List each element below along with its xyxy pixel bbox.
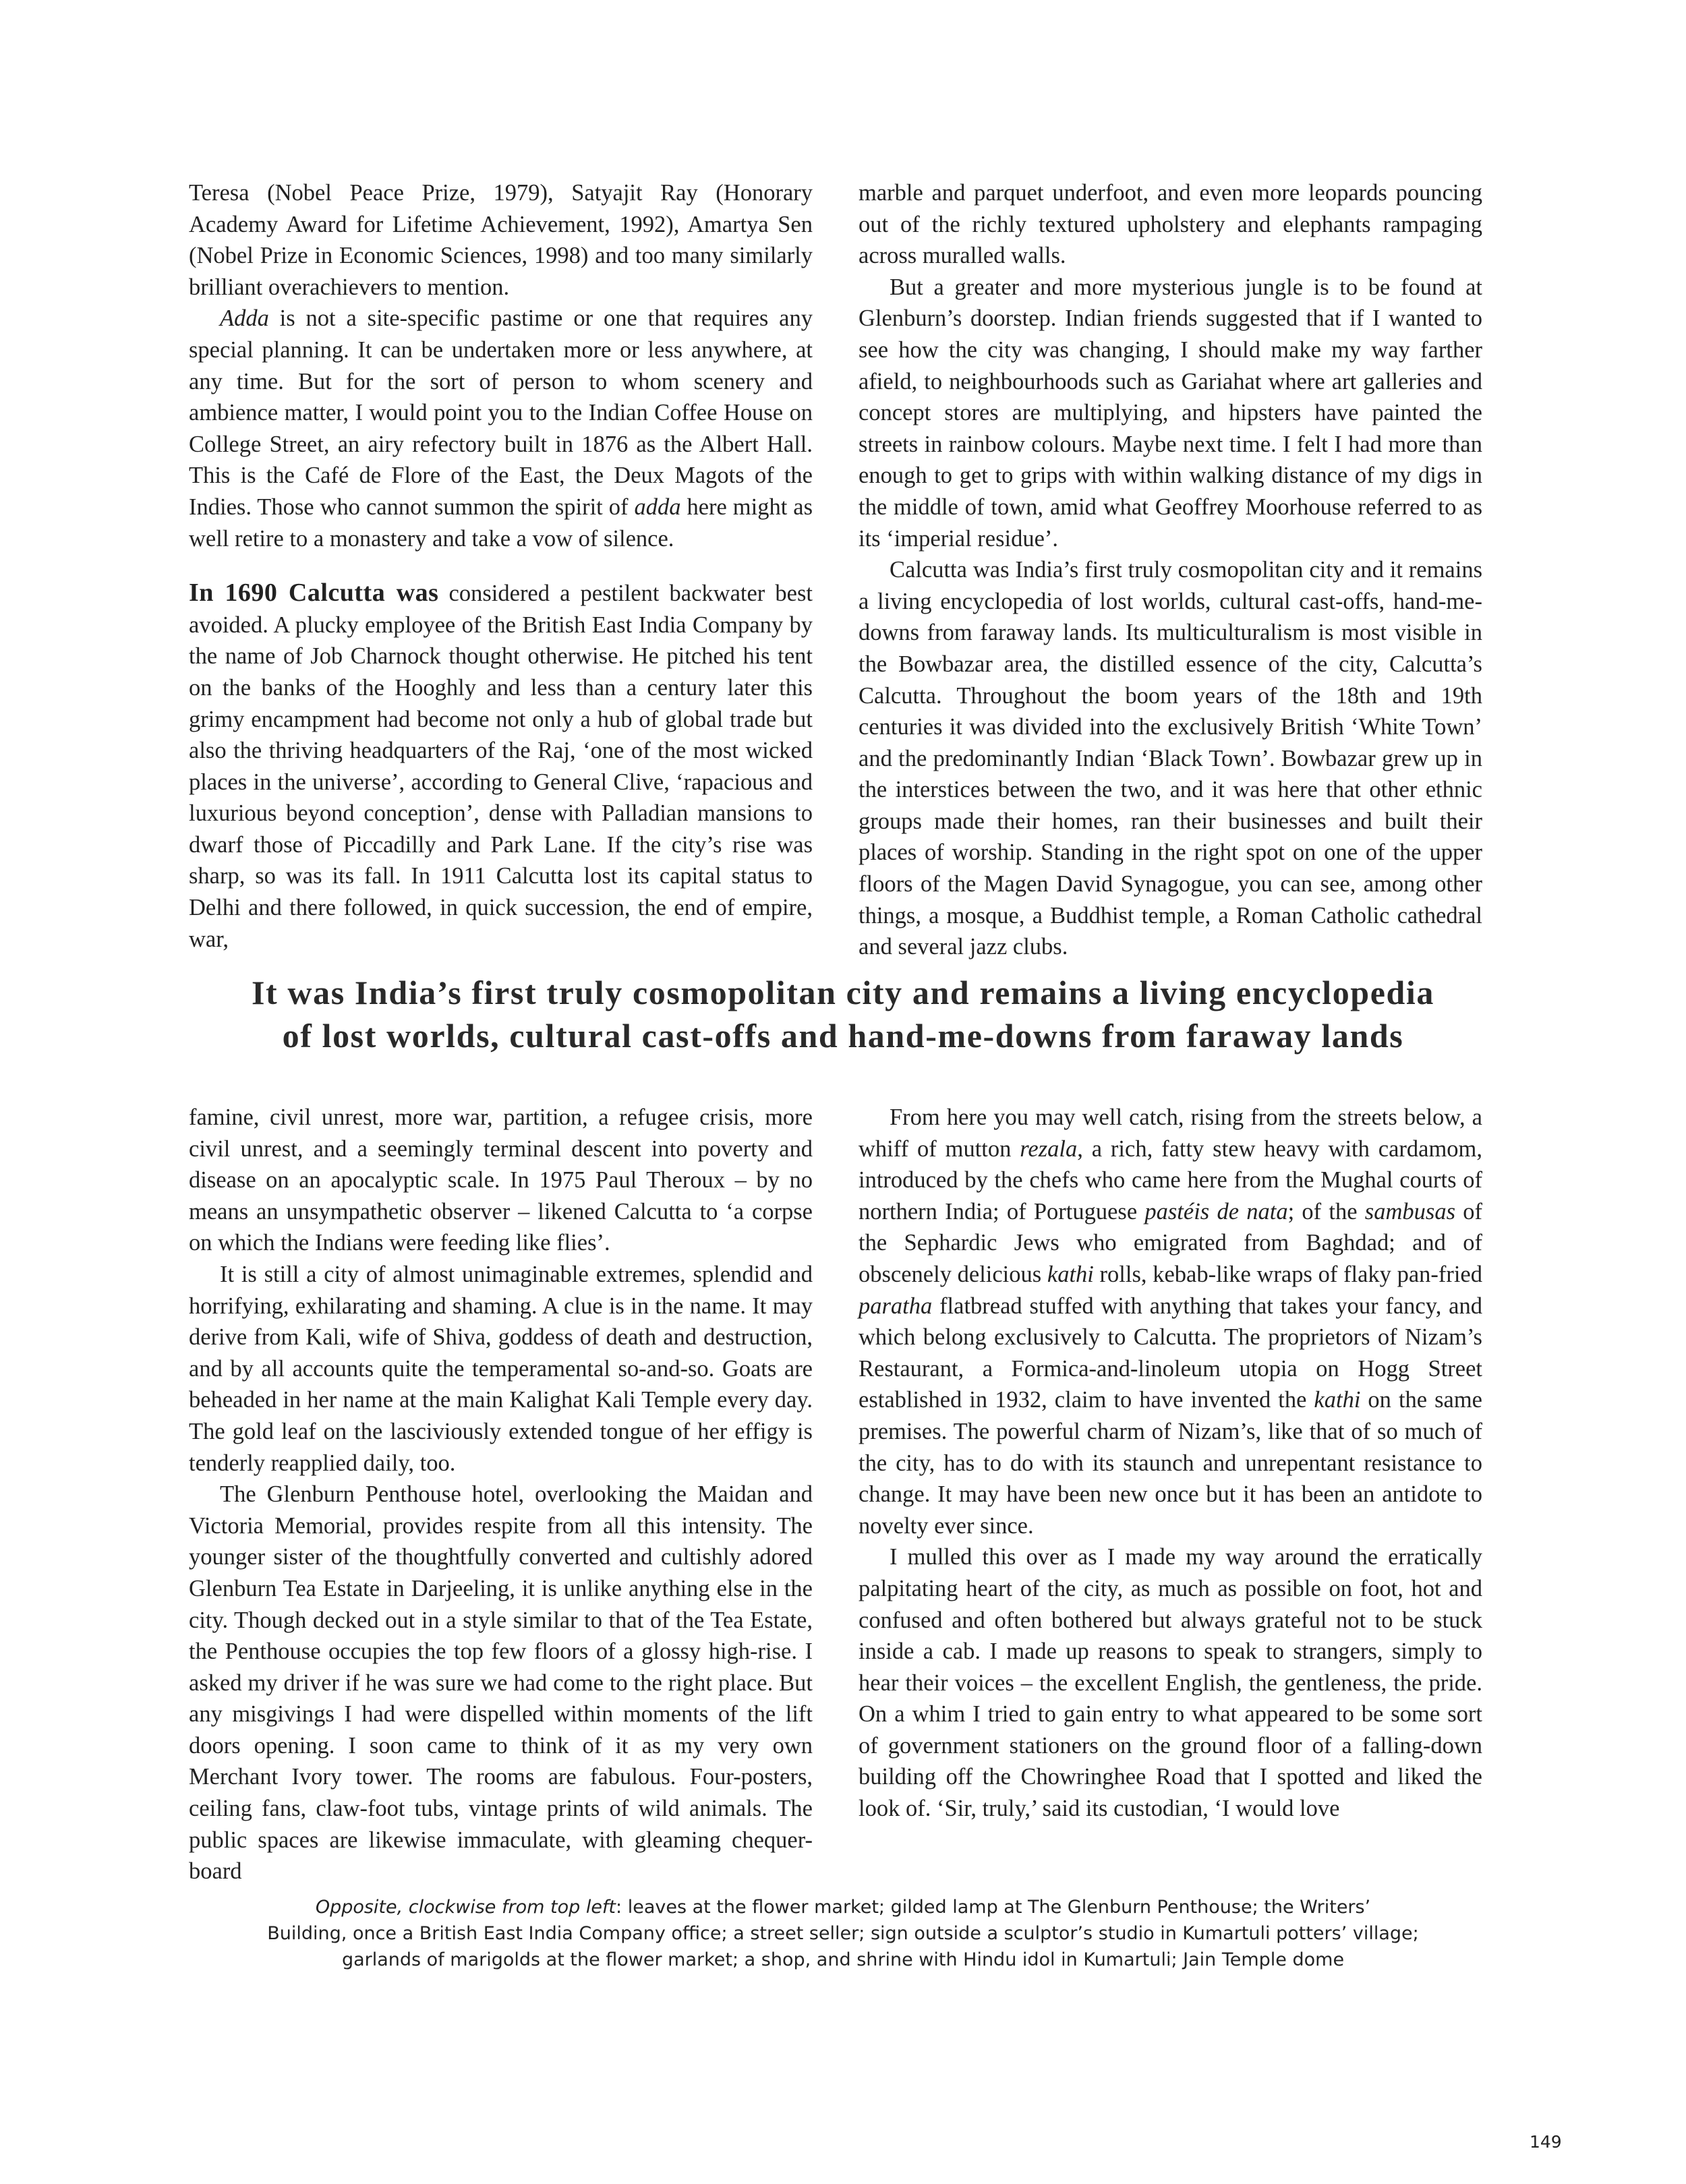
paragraph: I mulled this over as I made my way around the erratically palpitating heart of the city, as much as possible on foot, hot and confused and often bothered but always grateful not to be stuck inside a cab. I made up reasons to speak to strangers, simply to hear their voices – the excellent English, the gentleness, the pride. On a whim I tried to gain entry to what appeared to be some sort of government stationers on the ground floor of a falling-down building off the Chowringhee Road that I spotted and liked the look of. ‘Sir, truly,’ said its custodian, ‘I would love (859, 1544, 1482, 1822)
photo-caption (175, 1894, 1511, 1973)
paragraph: It is still a city of almost unimaginable extremes, splendid and horrifying, exhilarating and shaming. A clue is in the name. It may derive from Kali, wife of Shiva, goddess of death and destruction, and by all accounts quite the temperamental so-and-so. Goats are beheaded in her name at the main Kalighat Kali Temple every day. The gold leaf on the lasciviously extended tongue of her effigy is tenderly reapplied daily, too. (189, 1261, 813, 1476)
paragraph (859, 1102, 1482, 1541)
caption-text: : leaves at the flower market; gilded lamp at The Glenburn Penthouse; the Writers’ (616, 1897, 1371, 1918)
paragraph-text: From here you may well catch, rising from the streets below, a whiff of mutton (859, 1104, 1482, 1162)
paragraph: But a greater and more mysterious jungle is to be found at Glenburn’s doorstep. Indian friends suggested that if I wanted to see how the city was changing, I should make my way farther afield, to neighbourhoods such as Gariahat where art galleries and concept stores are multiplying, and hipsters have painted the streets in rainbow colours. Maybe next time. I felt I had more than enough to get to grips with within walking distance of my digs in the middle of town, amid what Geoffrey Moorhouse referred to as its ‘imperial residue’. (859, 274, 1482, 552)
column-bottom-left (189, 1102, 813, 1887)
paragraph (189, 303, 813, 554)
column-bottom-right (859, 1102, 1482, 1825)
paragraph-text: considered a pestilent backwater best avoided. A plucky employee of the British East India Company by the name of Job Charnock thought otherwise. He pitched his tent on the banks of the Hooghly and less than a century later this grimy encampment had become not only a hub of global trade but also the thriving headquarters of the Raj, ‘one of the most wicked places in the universe’, according to General Clive, ‘rapacious and luxurious beyond conception’, dense with Palladian mansions to dwarf those of Piccadilly and Park Lane. If the city’s rise was sharp, so was its fall. In 1911 Calcutta lost its capital status to Delhi and there followed, in quick succession, the end of empire, war, (189, 581, 813, 952)
paragraph: Calcutta was India’s first truly cosmopolitan city and it remains a living encyclopedia of lost worlds, cultural cast-offs, hand-me-downs from faraway lands. Its multiculturalism is most visible in the Bowbazar area, the distilled essence of the city, Calcutta’s Calcutta. Throughout the boom years of the 18th and 19th centuries it was divided into the exclusively British ‘White Town’ and the predominantly Indian ‘Black Town’. Bowbazar grew up in the interstices between the two, and it was here that other ethnic groups made their homes, ran their businesses and built their places of worship. Standing in the right spot on one of the upper floors of the Magen David Synagogue, you can see, among other things, a mosque, a Buddhist temple, a Roman Catholic cathedral and several jazz clubs. (859, 557, 1482, 960)
pull-quote-line: of lost worlds, cultural cast-offs and hand-me-downs from faraway lands (282, 1017, 1404, 1055)
section-paragraph (189, 577, 813, 955)
italic-term: rezala (1020, 1135, 1078, 1162)
italic-term: pastéis de nata (1144, 1198, 1288, 1224)
paragraph-text: flatbread stuffed with anything that takes your fancy, and which belong exclusively to Calcutta. The proprietors of Nizam’s Restaurant, a Formica-and-linoleum utopia on Hogg Street established in 1932, claim to have invented the (859, 1293, 1482, 1413)
column-top-right (859, 177, 1482, 963)
caption-lead: Opposite, clockwise from top left (315, 1897, 616, 1918)
caption-line: Building, once a British East India Company office; a street seller; sign outside a sculptor’s studio in Kumartuli potters’ village; (267, 1923, 1419, 1944)
paragraph: famine, civil unrest, more war, partition, a refugee crisis, more civil unrest, and a seemingly terminal descent into poverty and disease on an apocalyptic scale. In 1975 Paul Theroux – by no means an unsympathetic observer – likened Calcutta to ‘a corpse on which the Indians were feeding like flies’. (189, 1104, 813, 1256)
section-lead-in: In 1690 Calcutta was (189, 579, 439, 608)
paragraph-text: rolls, kebab-like wraps of flaky pan-fried (1093, 1261, 1482, 1287)
italic-term: sambusas (1364, 1198, 1455, 1224)
caption-line: garlands of marigolds at the flower market; a shop, and shrine with Hindu idol in Kumartuli; Jain Temple dome (341, 1949, 1345, 1970)
paragraph-text: ; of the (1287, 1198, 1365, 1224)
column-top-left (189, 177, 813, 955)
italic-term: kathi (1314, 1387, 1361, 1413)
pull-quote (169, 971, 1517, 1057)
pull-quote-line: It was India’s first truly cosmopolitan city and remains a living encyclopedia (251, 974, 1435, 1011)
paragraph: Teresa (Nobel Peace Prize, 1979), Satyajit Ray (Honorary Academy Award for Lifetime Achievement, 1992), Amartya Sen (Nobel Prize in Economic Sciences, 1998) and too many similarly brilliant overachievers to mention. (189, 180, 813, 300)
page-number: 149 (1530, 2132, 1562, 2152)
paragraph-text: on the same premises. The powerful charm of Nizam’s, like that of so much of the city, has to do with its staunch and unrepentant resistance to change. It may have been new once but it has been an antidote to novelty ever since. (859, 1387, 1482, 1539)
paragraph: marble and parquet underfoot, and even more leopards pouncing out of the richly textured upholstery and elephants rampaging across muralled walls. (859, 180, 1482, 269)
paragraph-text: is not a site-specific pastime or one that requires any special planning. It can be undertaken more or less anywhere, at any time. But for the sort of person to whom scenery and ambience matter, I would point you to the Indian Coffee House on College Street, an airy refectory built in 1876 as the Albert Hall. This is the Café de Flore of the East, the Deux Magots of the Indies. Those who cannot summon the spirit of (189, 305, 813, 520)
caption-line (175, 1894, 1511, 1920)
italic-term: kathi (1047, 1261, 1094, 1287)
italic-term: paratha (859, 1293, 933, 1319)
italic-term: Adda (220, 305, 269, 332)
italic-term: adda (634, 494, 681, 520)
paragraph-text: , a rich, fatty stew heavy with cardamom, introduced by the chefs who came here from the Mughal courts of northern India; of Portuguese (859, 1135, 1482, 1224)
paragraph-text: of the Sephardic Jews who emigrated from Baghdad; and of obscenely delicious (859, 1198, 1482, 1287)
paragraph: The Glenburn Penthouse hotel, overlooking the Maidan and Victoria Memorial, provides respite from all this intensity. The younger sister of the thoughtfully converted and cultishly adored Glenburn Tea Estate in Darjeeling, it is unlike anything else in the city. Though decked out in a style similar to that of the Tea Estate, the Penthouse occupies the top few floors of a glossy high-rise. I asked my driver if he was sure we had come to the right place. But any misgivings I had were dispelled within moments of the lift doors opening. I soon came to think of it as my very own Merchant Ivory tower. The rooms are fabulous. Four-posters, ceiling fans, claw-foot tubs, vintage prints of wild animals. The public spaces are likewise immaculate, with gleaming chequer-board (189, 1481, 813, 1885)
paragraph-text: here might as well retire to a monastery and take a vow of silence. (189, 494, 813, 552)
